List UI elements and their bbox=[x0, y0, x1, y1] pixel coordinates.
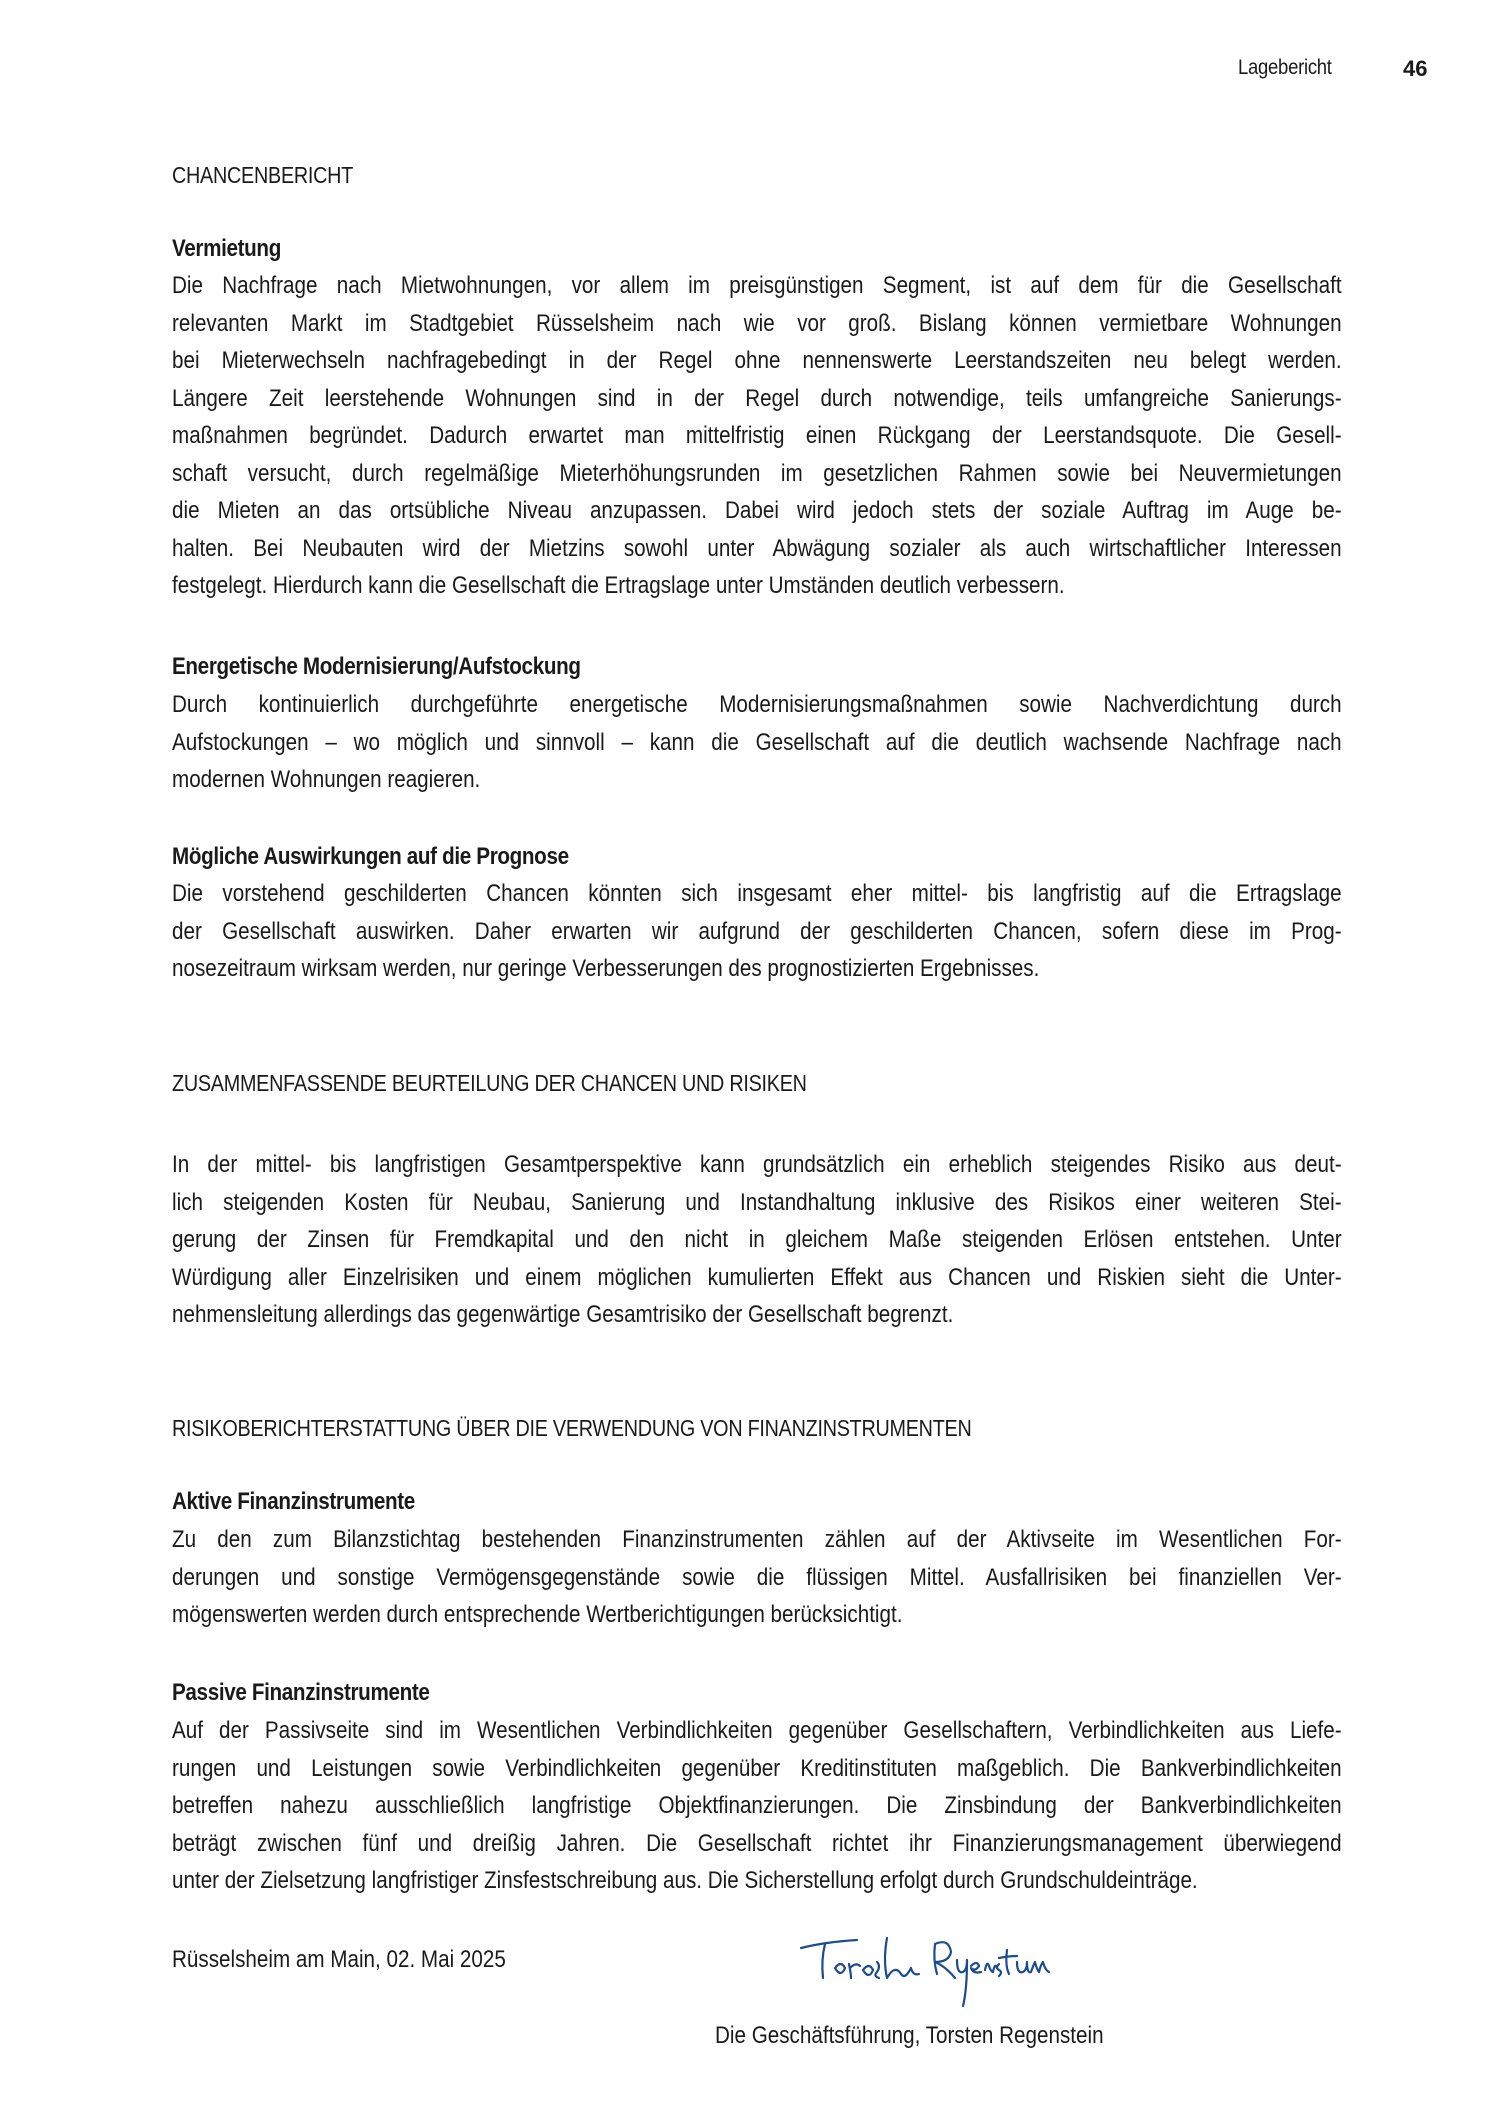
paragraph-aktive-finanzinstrumente bbox=[172, 1521, 1496, 1634]
text-line: Die Nachfrage nach Mietwohnungen, vor allem im preisgünstigen Segment, ist auf dem für die Gesellschaft bbox=[172, 272, 1342, 299]
handwritten-signature-icon bbox=[795, 1930, 1075, 2010]
section-title-finanzinstrumente: RISIKOBERICHTERSTATTUNG ÜBER DIE VERWENDUNG VON FINANZINSTRUMENTEN bbox=[172, 1415, 972, 1441]
signatory-name: Die Geschäftsführung, Torsten Regenstein bbox=[715, 2022, 1104, 2049]
place-and-date: Rüsselsheim am Main, 02. Mai 2025 bbox=[172, 1946, 506, 1973]
subheading-prognose: Mögliche Auswirkungen auf die Prognose bbox=[172, 843, 569, 870]
text-line: modernen Wohnungen reagieren. bbox=[172, 766, 481, 793]
text-line: Zu den zum Bilanzstichtag bestehenden Finanzinstrumenten zählen auf der Aktivseite im Wesentlichen For- bbox=[172, 1526, 1342, 1553]
text-line: festgelegt. Hierdurch kann die Gesellschaft die Ertragslage unter Umständen deutlich verbessern. bbox=[172, 572, 1065, 599]
text-line: Würdigung aller Einzelrisiken und einem möglichen kumulierten Effekt aus Chancen und Riskien sieht die Unter- bbox=[172, 1263, 1342, 1291]
page-header bbox=[0, 56, 1496, 86]
text-line: die Mieten an das ortsübliche Niveau anzupassen. Dabei wird jedoch stets der soziale Auftrag im Auge be- bbox=[172, 497, 1342, 524]
section-title-chancenbericht: CHANCENBERICHT bbox=[172, 162, 354, 188]
paragraph-modernisierung bbox=[172, 686, 1496, 799]
text-line: lich steigenden Kosten für Neubau, Sanierung und Instandhaltung inklusive des Risikos einer weiteren Stei- bbox=[172, 1188, 1342, 1216]
text-line: Auf der Passivseite sind im Wesentlichen Verbindlichkeiten gegenüber Gesellschaftern, Verbindlichkeiten aus Liefe- bbox=[172, 1717, 1342, 1744]
text-line: nehmensleitung allerdings das gegenwärtige Gesamtrisiko der Gesellschaft begrenzt. bbox=[172, 1301, 954, 1328]
subheading-aktive-finanzinstrumente: Aktive Finanzinstrumente bbox=[172, 1488, 415, 1515]
text-line: Durch kontinuierlich durchgeführte energetische Modernisierungsmaßnahmen sowie Nachverdichtung durch bbox=[172, 691, 1342, 718]
text-line: gerung der Zinsen für Fremdkapital und den nicht in gleichem Maße steigenden Erlösen entstehen. Unter bbox=[172, 1226, 1342, 1253]
paragraph-vermietung bbox=[172, 267, 1496, 605]
running-header-title: Lagebericht bbox=[1238, 56, 1332, 79]
text-line: unter der Zielsetzung langfristiger Zinsfestschreibung aus. Die Sicherstellung erfolgt durch Grundschuldeinträge. bbox=[172, 1867, 1198, 1894]
text-line: derungen und sonstige Vermögensgegenstände sowie die flüssigen Mittel. Ausfallrisiken bei finanziellen Ver- bbox=[172, 1563, 1342, 1591]
text-line: halten. Bei Neubauten wird der Mietzins sowohl unter Abwägung sozialer als auch wirtschaftlicher Interessen bbox=[172, 534, 1342, 562]
paragraph-prognose bbox=[172, 875, 1496, 988]
text-line: nosezeitraum wirksam werden, nur geringe Verbesserungen des prognostizierten Ergebnisses. bbox=[172, 955, 1040, 982]
text-line: der Gesellschaft auswirken. Daher erwarten wir aufgrund der geschilderten Chancen, sofern diese im Prog- bbox=[172, 917, 1342, 945]
text-line: mögenswerten werden durch entsprechende Wertberichtigungen berücksichtigt. bbox=[172, 1601, 903, 1628]
section-title-beurteilung: ZUSAMMENFASSENDE BEURTEILUNG DER CHANCEN UND RISIKEN bbox=[172, 1070, 807, 1096]
subheading-passive-finanzinstrumente: Passive Finanzinstrumente bbox=[172, 1679, 430, 1706]
text-line: Längere Zeit leerstehende Wohnungen sind in der Regel durch notwendige, teils umfangreiche Sanierungs- bbox=[172, 384, 1342, 412]
text-line: In der mittel- bis langfristigen Gesamtperspektive kann grundsätzlich ein erheblich steigendes Risiko aus deut- bbox=[172, 1151, 1342, 1178]
text-line: schaft versucht, durch regelmäßige Mieterhöhungsrunden im gesetzlichen Rahmen sowie bei Neuvermietungen bbox=[172, 459, 1342, 487]
subheading-vermietung: Vermietung bbox=[172, 235, 281, 262]
text-line: Aufstockungen – wo möglich und sinnvoll – kann die Gesellschaft auf die deutlich wachsende Nachfrage nach bbox=[172, 728, 1342, 756]
text-line: bei Mieterwechseln nachfragebedingt in der Regel ohne nennenswerte Leerstandszeiten neu belegt werden. bbox=[172, 347, 1342, 374]
text-line: relevanten Markt im Stadtgebiet Rüsselsheim nach wie vor groß. Bislang können vermietbare Wohnungen bbox=[172, 309, 1342, 337]
text-line: Die vorstehend geschilderten Chancen könnten sich insgesamt eher mittel- bis langfristig auf die Ertragslage bbox=[172, 880, 1342, 907]
text-line: beträgt zwischen fünf und dreißig Jahren. Die Gesellschaft richtet ihr Finanzierungsmanagement überwiegend bbox=[172, 1829, 1342, 1857]
text-line: rungen und Leistungen sowie Verbindlichkeiten gegenüber Kreditinstituten maßgeblich. Die Bankverbindlichkeiten bbox=[172, 1754, 1342, 1782]
text-line: betreffen nahezu ausschließlich langfristige Objektfinanzierungen. Die Zinsbindung der Bankverbindlichkeiten bbox=[172, 1792, 1342, 1819]
subheading-modernisierung: Energetische Modernisierung/Aufstockung bbox=[172, 653, 581, 680]
text-line: maßnahmen begründet. Dadurch erwartet man mittelfristig einen Rückgang der Leerstandsquote. Die Gesell- bbox=[172, 422, 1342, 449]
paragraph-passive-finanzinstrumente bbox=[172, 1712, 1496, 1900]
paragraph-beurteilung bbox=[172, 1146, 1496, 1334]
page-number: 46 bbox=[1403, 56, 1428, 81]
